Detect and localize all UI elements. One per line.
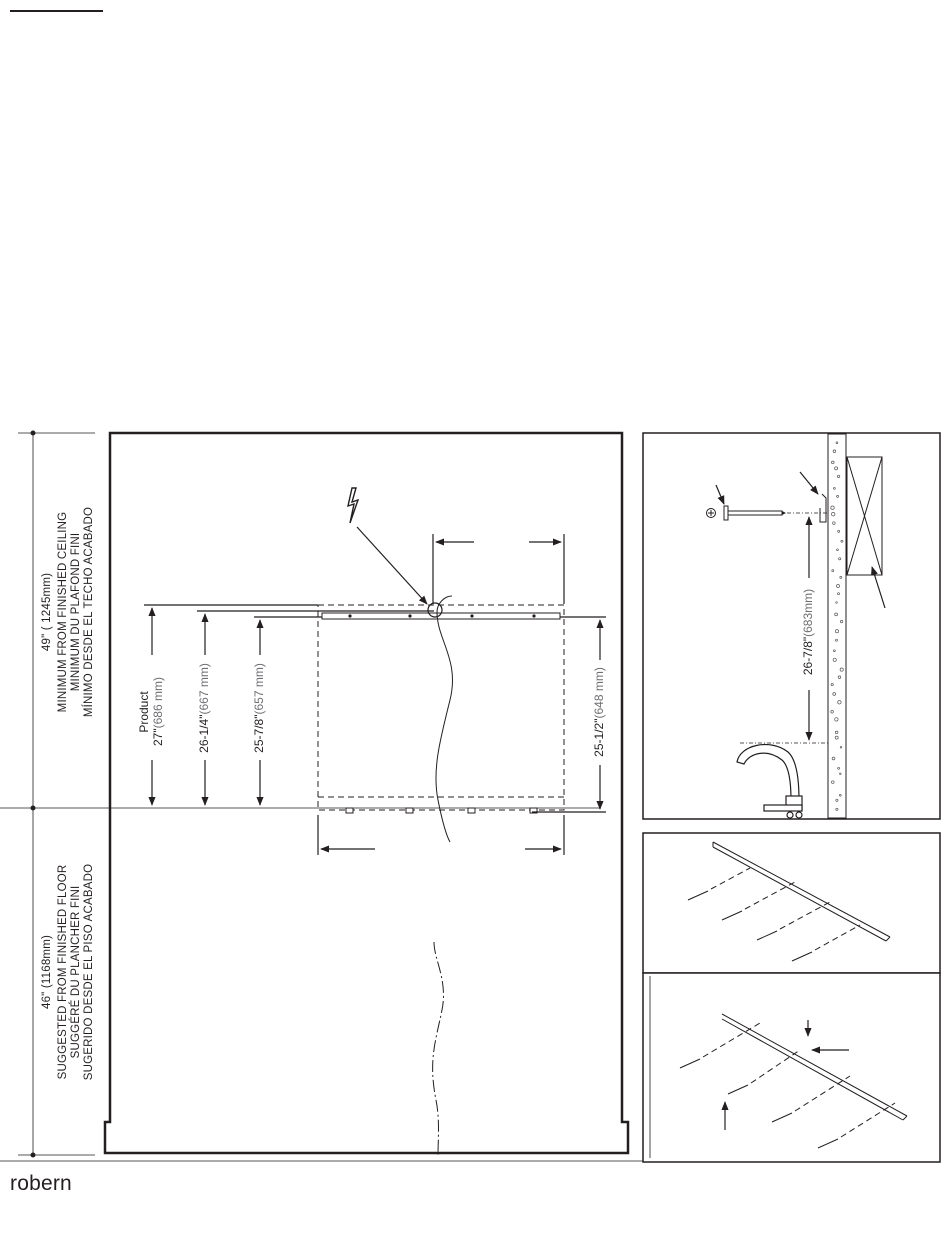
ceiling-line-es: MÍNIMO DESDE EL TECHO ACABADO [83, 506, 95, 718]
floor-note [41, 864, 95, 1080]
side-dimension-metric: (683mm) [801, 588, 815, 637]
dimension-d2-label [252, 663, 266, 753]
svg-text:Product: Product [137, 691, 151, 733]
svg-text:26-1/4"(667 mm) [197, 663, 211, 753]
dimension-product-label [137, 677, 165, 746]
electrical-icon [348, 488, 358, 523]
cabinet-position-dashed [318, 605, 564, 810]
bottom-width-dimension [318, 815, 564, 855]
ceiling-measure: 49" ( 1245mm) [41, 572, 53, 652]
top-width-dimension [433, 534, 564, 604]
dimension-product-value: 27" [151, 728, 165, 746]
dimension-d3-value: 25-1/2" [592, 718, 606, 757]
dimension-d1-metric: (667 mm) [197, 663, 211, 715]
dimension-d1-value: 26-1/4" [197, 714, 211, 753]
cabinet-outline [105, 433, 628, 1153]
side-dimension-label [801, 589, 815, 675]
dimension-d1-label [197, 663, 211, 753]
dimension-product-metric: (686 mm) [151, 677, 165, 729]
rail-detail-panel-bottom [643, 973, 940, 1162]
svg-text:27"(686 mm) [151, 677, 165, 746]
wire [436, 596, 453, 842]
wall-section [828, 434, 846, 818]
floor-line-fr: SUGGÉRÉ DU PLANCHER FINI [70, 885, 82, 1059]
side-dimension-value: 26-7/8" [801, 636, 815, 676]
svg-text:25-1/2"(648 mm) [592, 667, 606, 757]
dimension-d2-value: 25-7/8" [252, 714, 266, 753]
ceiling-note [41, 507, 95, 717]
svg-text:26-7/8"(683mm) [801, 589, 815, 675]
dimension-d3-label [592, 667, 606, 757]
floor-measure: 46" (1168mm) [41, 934, 53, 1010]
ceiling-line-en: MINIMUM FROM FINISHED CEILING [57, 511, 69, 713]
dimension-d3-metric: (648 mm) [592, 667, 606, 719]
break-line [433, 942, 444, 1155]
floor-line-es: SUGERIDO DESDE EL PISO ACABADO [83, 863, 95, 1081]
brand-logo: robern [10, 1172, 72, 1195]
rail-detail-panel-top [643, 833, 940, 973]
ceiling-line-fr: MINIMUM DU PLAFOND FINI [70, 532, 82, 692]
dimension-d2-metric: (657 mm) [252, 663, 266, 715]
electrical-pointer-arrow [357, 527, 427, 604]
svg-text:25-7/8"(657 mm) [252, 663, 266, 753]
floor-line-en: SUGGESTED FROM FINISHED FLOOR [57, 864, 69, 1080]
